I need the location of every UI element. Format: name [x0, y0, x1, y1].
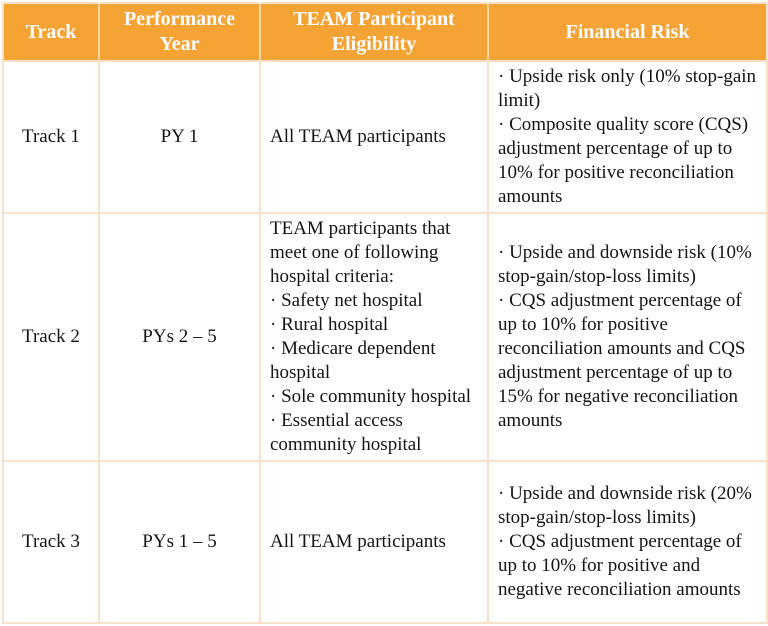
eligibility-bullet: · Medicare dependent hospital	[270, 338, 436, 383]
cell-track-3-name: Track 3	[3, 461, 99, 623]
cell-track-1-financial-risk	[488, 61, 767, 213]
header-cell-financial-risk: Financial Risk	[488, 3, 767, 61]
cell-track-3-performance-year: PYs 1 – 5	[99, 461, 260, 623]
financial-risk-bullet: · Upside and downside risk (20% stop-gain/stop-loss limits)	[498, 483, 752, 528]
financial-risk-bullet: · Composite quality score (CQS) adjustment percentage of up to 10% for positive reconciliation amounts	[498, 114, 749, 207]
cell-track-1-performance-year: PY 1	[99, 61, 260, 213]
cell-track-2-financial-risk	[488, 213, 767, 461]
cell-track-2-name: Track 2	[3, 213, 99, 461]
financial-risk-bullet: · Upside risk only (10% stop-gain limit)	[498, 66, 757, 111]
eligibility-intro: TEAM participants that meet one of following hospital criteria:	[270, 218, 451, 287]
cell-track-1-eligibility	[260, 61, 488, 213]
cell-track-2-performance-year: PYs 2 – 5	[99, 213, 260, 461]
financial-risk-bullet: · CQS adjustment percentage of up to 10% for positive reconciliation amounts and CQS adjustment percentage of up to 15% for negative reconciliation amounts	[498, 290, 746, 431]
table-row-track-3	[3, 461, 767, 623]
cell-track-2-eligibility	[260, 213, 488, 461]
cell-track-1-name: Track 1	[3, 61, 99, 213]
table-row-track-1	[3, 61, 767, 213]
eligibility-bullet: · Sole community hospital	[270, 386, 472, 407]
header-cell-track: Track	[3, 3, 99, 61]
eligibility-bullet: · Rural hospital	[270, 314, 389, 335]
financial-risk-bullet: · CQS adjustment percentage of up to 10% for positive and negative reconciliation amounts	[498, 531, 742, 600]
eligibility-bullet: · Essential access community hospital	[270, 410, 422, 455]
eligibility-bullet: · Safety net hospital	[270, 290, 423, 311]
eligibility-text: All TEAM participants	[270, 531, 446, 552]
eligibility-text: All TEAM participants	[270, 126, 446, 147]
header-row	[3, 3, 767, 61]
financial-risk-bullet: · Upside and downside risk (10% stop-gain/stop-loss limits)	[498, 242, 752, 287]
team-tracks-table	[2, 2, 768, 624]
cell-track-3-financial-risk	[488, 461, 767, 623]
cell-track-3-eligibility	[260, 461, 488, 623]
header-cell-performance-year: Performance Year	[99, 3, 260, 61]
header-cell-eligibility: TEAM Participant Eligibility	[260, 3, 488, 61]
table-row-track-2	[3, 213, 767, 461]
